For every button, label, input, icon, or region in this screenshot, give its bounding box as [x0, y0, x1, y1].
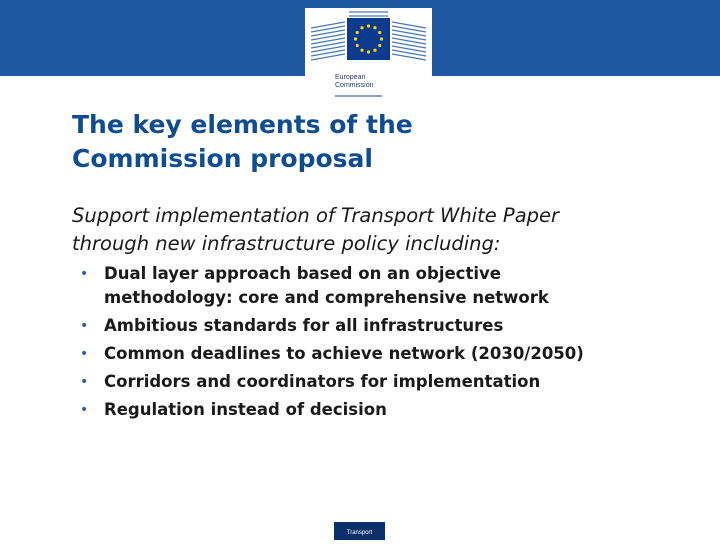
eu-star-icon: [354, 37, 357, 40]
bullet-text: Dual layer approach based on an objective: [104, 264, 501, 283]
slide-title: [72, 108, 692, 176]
eu-star-icon: [373, 26, 376, 29]
bullet-text: Corridors and coordinators for implementation: [104, 372, 541, 391]
eu-star-icon: [360, 49, 363, 52]
bullet-text: Ambitious standards for all infrastructures: [104, 316, 504, 335]
bullet-item: [80, 262, 710, 310]
bullet-dot-icon: •: [80, 346, 89, 362]
eu-star-icon: [373, 49, 376, 52]
bullet-dot-icon: •: [80, 318, 89, 334]
eu-star-icon: [356, 44, 359, 47]
bullet-list: [80, 262, 710, 426]
bullet-item: [80, 370, 710, 394]
logo-text: [335, 74, 374, 90]
eu-flag: [347, 18, 390, 60]
footer-department-tag: Transport: [334, 522, 385, 540]
eu-star-icon: [367, 24, 370, 27]
intro-line-1: Support implementation of Transport White Paper: [72, 204, 560, 227]
bullet-item: [80, 398, 710, 422]
bullet-dot-icon: •: [80, 266, 89, 282]
bullet-text-continued: methodology: core and comprehensive network: [104, 288, 549, 307]
bullet-text: Common deadlines to achieve network (2030/2050): [104, 344, 584, 363]
logo-line-1: European: [335, 74, 366, 81]
intro-line-2: through new infrastructure policy including:: [72, 232, 501, 255]
eu-star-icon: [378, 31, 381, 34]
bullet-item: [80, 342, 710, 366]
eu-star-icon: [380, 37, 383, 40]
european-commission-logo: [305, 8, 432, 100]
eu-star-icon: [360, 26, 363, 29]
intro-text: [72, 202, 702, 258]
title-line-1: The key elements of the: [72, 110, 413, 139]
logo-line-2: Commission: [335, 82, 374, 89]
bullet-text: Regulation instead of decision: [104, 400, 387, 419]
eu-star-icon: [356, 31, 359, 34]
title-line-2: Commission proposal: [72, 144, 373, 173]
bullet-dot-icon: •: [80, 374, 89, 390]
bullet-dot-icon: •: [80, 402, 89, 418]
eu-star-icon: [378, 44, 381, 47]
eu-star-icon: [367, 50, 370, 53]
bullet-item: [80, 314, 710, 338]
